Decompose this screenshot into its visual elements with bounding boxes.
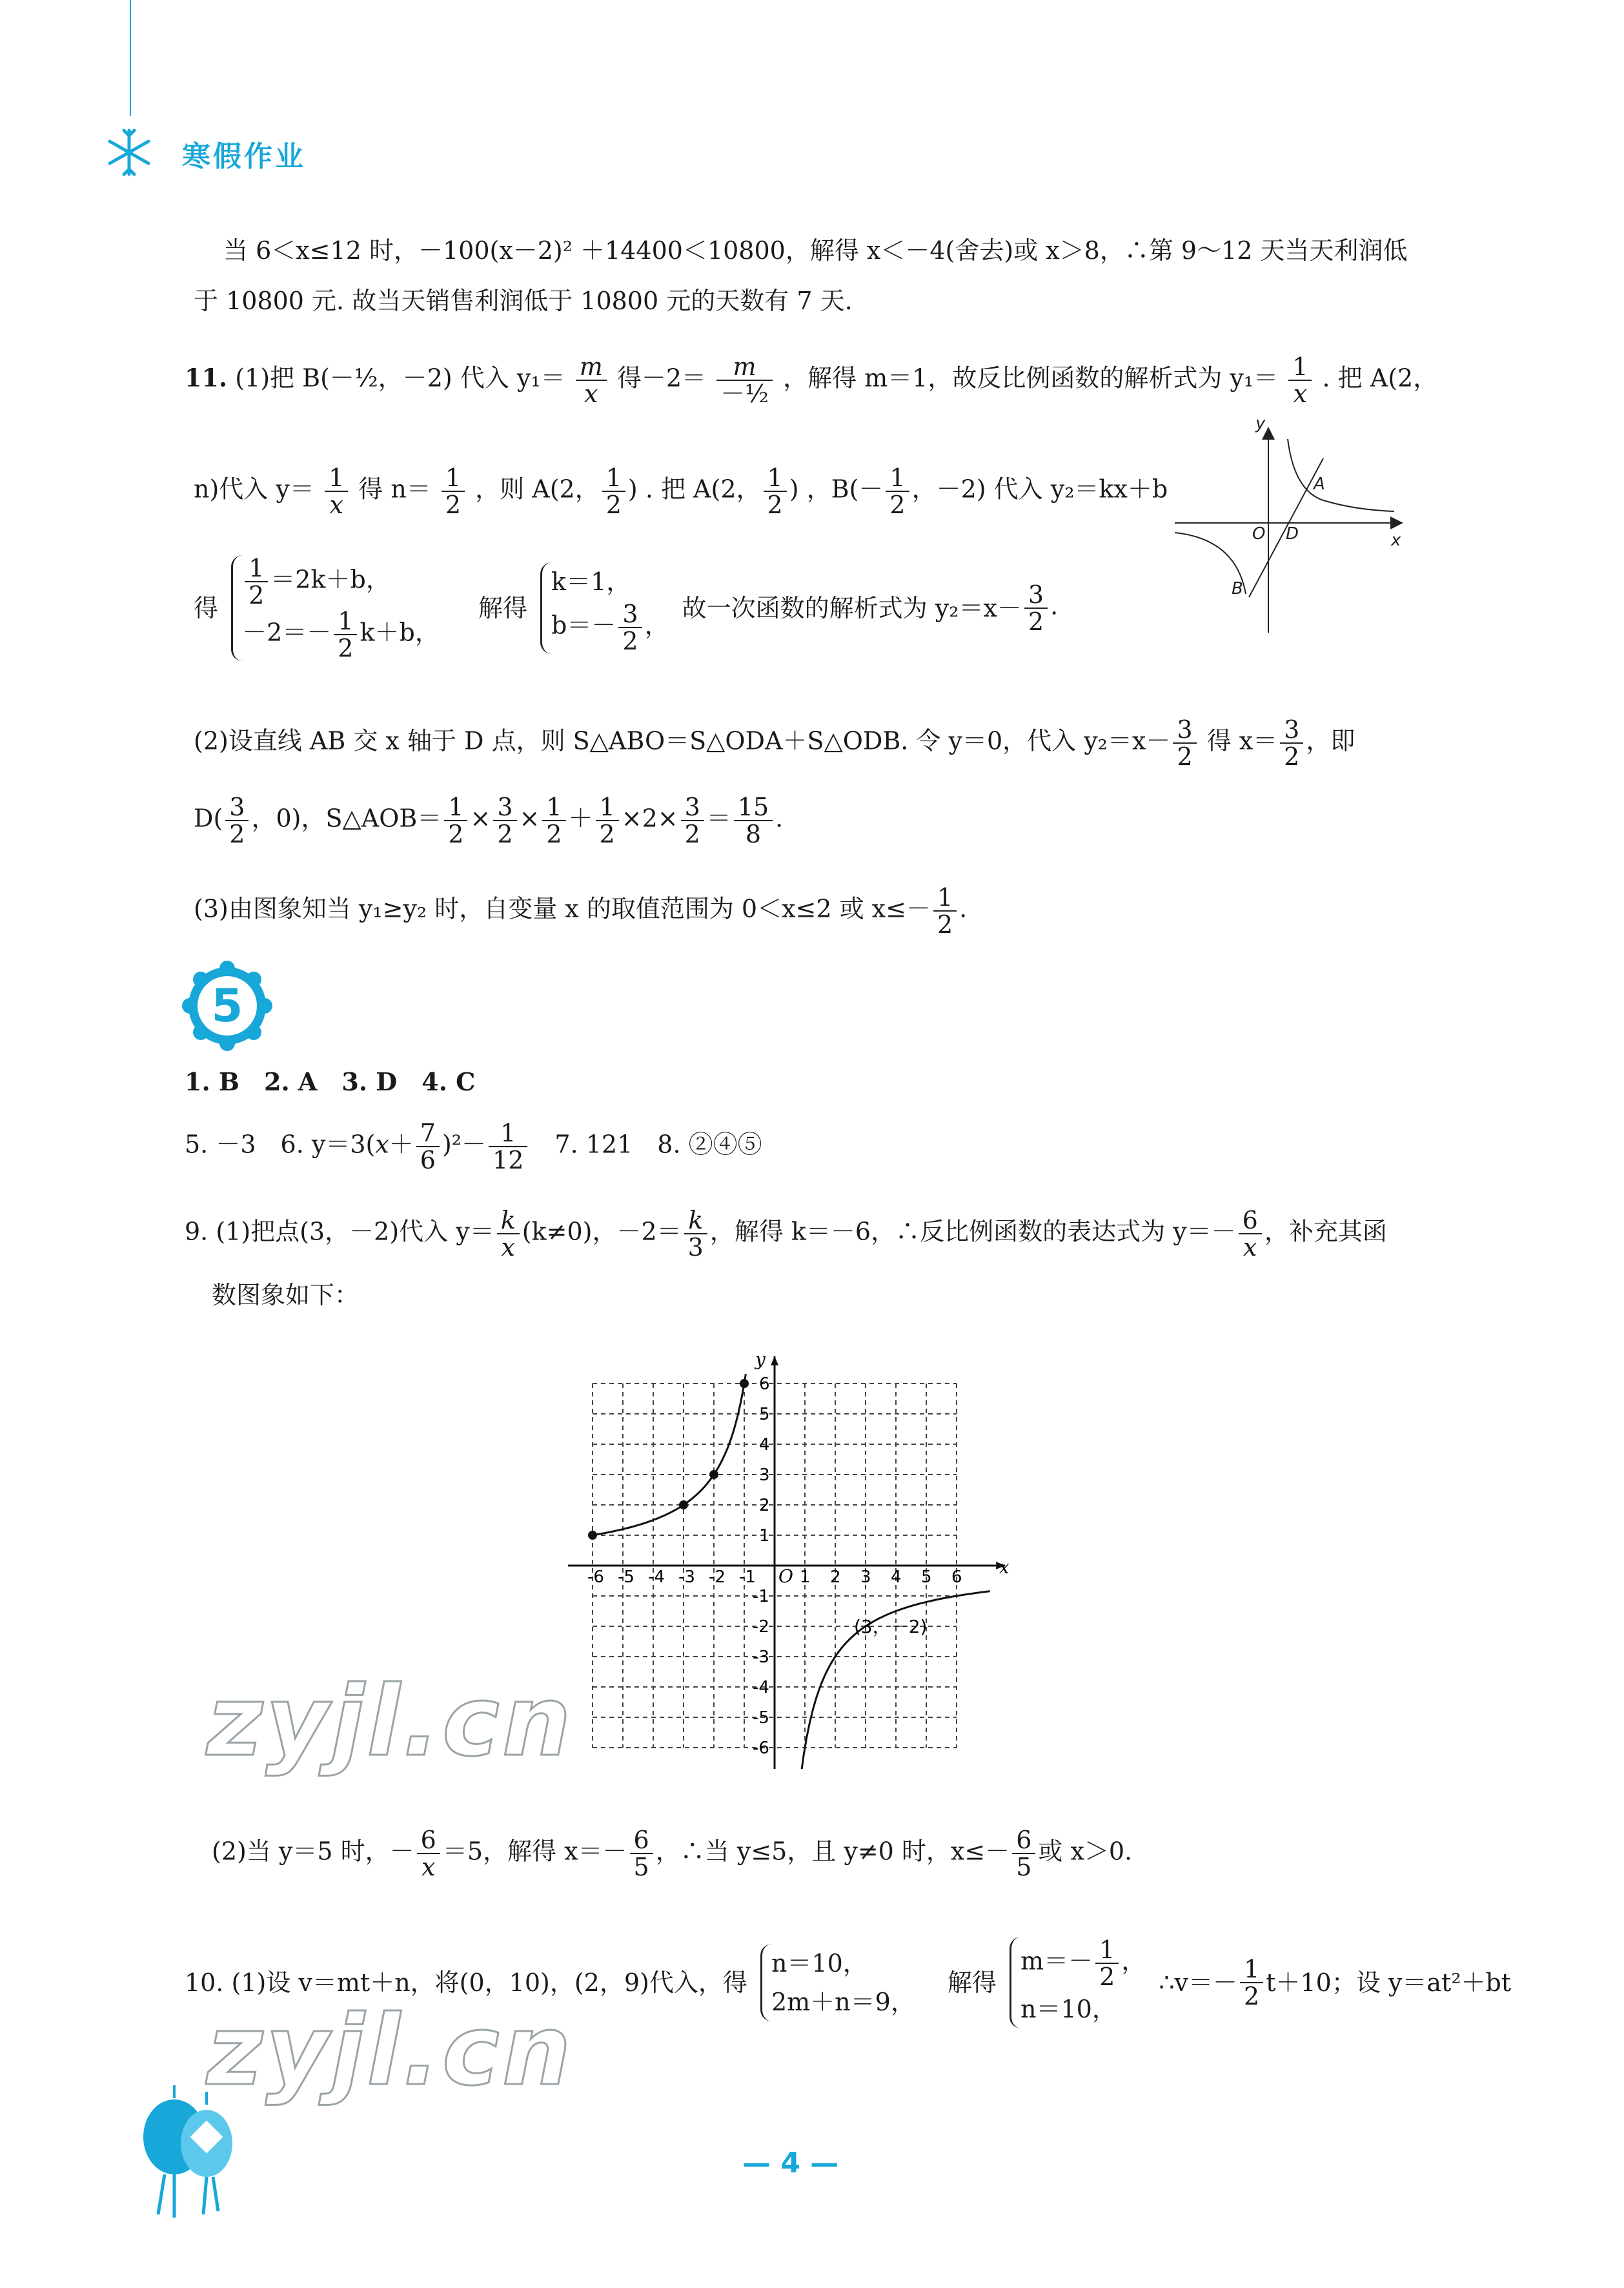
q11-point-b: (－½，－2) bbox=[320, 363, 452, 393]
q11-part3: (3)由图象知当 y₁≥y₂ 时，自变量 x 的取值范围为 0＜x≤2 或 x≤－ $\frac{1}{2}$ . bbox=[194, 883, 968, 939]
point-annotation: (3，－2) bbox=[854, 1616, 928, 1637]
graph-x-label: x bbox=[1391, 531, 1401, 550]
q9-line2: 数图象如下： bbox=[212, 1281, 360, 1309]
y-tick-label: 1 bbox=[759, 1526, 770, 1546]
watermark: zyjl.cn bbox=[207, 1666, 574, 1778]
data-point bbox=[679, 1500, 688, 1509]
x-tick-label: -2 bbox=[709, 1568, 726, 1587]
fraction: $\frac{m}{\text{－½}}$ bbox=[716, 354, 773, 407]
function-graph bbox=[568, 1323, 1020, 1769]
p10-line1: 当 6＜x≤12 时，－100(x－2)² ＋14400＜10800，解得 x＜－4(舍去)或 x＞8，∴第 9～12 天当天利润低 bbox=[223, 236, 1408, 265]
q11-part2-line2: D( $\frac{3}{2}$ ，0)，S△AOB＝ $\frac{1}{2}$ × $\frac{3}{2}$ × $\frac{1}{2}$ ＋ $\frac{1}{2}$ ×2× $\frac{3}{2}$ ＝ $\frac{15}{8}$ . bbox=[194, 793, 784, 848]
y-tick-label: -4 bbox=[753, 1678, 769, 1697]
q11-graph bbox=[1175, 420, 1420, 639]
fraction: $\frac{1}{x}$ bbox=[1288, 354, 1312, 407]
y-tick-label: 3 bbox=[759, 1466, 770, 1485]
x-tick-label: -5 bbox=[618, 1568, 634, 1587]
equation-system: n＝10， 2m＋n＝9， bbox=[760, 1944, 915, 2021]
y-tick-label: 2 bbox=[759, 1496, 770, 1515]
graph-b-label: B bbox=[1232, 579, 1243, 598]
y-tick-label: -6 bbox=[753, 1739, 769, 1758]
y-axis-label: y bbox=[755, 1348, 766, 1370]
graph-origin-label: O bbox=[1252, 524, 1266, 544]
y-axis-arrow bbox=[771, 1356, 778, 1365]
header-title: 寒假作业 bbox=[182, 140, 306, 173]
q11-number: 11. bbox=[185, 363, 228, 393]
curve-branch-left bbox=[593, 1374, 746, 1535]
section-number: 5 bbox=[211, 979, 243, 1032]
x-tick-label: -4 bbox=[648, 1568, 665, 1587]
q9-line1: 9. (1)把点(3，－2)代入 y＝ $\frac{k}{x}$ (k≠0)，－2＝ $\frac{k}{3}$ ，解得 k＝－6，∴反比例函数的表达式为 y＝－ $\frac{6}{x}$ ，补充其函 bbox=[185, 1206, 1387, 1261]
graph-y-label: y bbox=[1255, 420, 1266, 433]
y-tick-label: -5 bbox=[753, 1708, 769, 1728]
x-tick-label: -6 bbox=[587, 1568, 604, 1587]
q11-line2: n)代入 y＝ $\frac{1}{x}$ 得 n＝ $\frac{1}{2}$ ，则 A(2， $\frac{1}{2}$ ) . 把 A(2， $\frac{1}{2}$ ) ，B(－ $\frac{1}{2}$ ，－2) 代入 y₂＝kx＋b bbox=[194, 464, 1168, 519]
lantern-icon bbox=[136, 2085, 239, 2221]
origin-label: O bbox=[778, 1566, 793, 1587]
x-tick-label: 5 bbox=[921, 1568, 932, 1587]
watermark: zyjl.cn bbox=[207, 1995, 574, 2107]
x-tick-label: -3 bbox=[678, 1568, 695, 1587]
data-point bbox=[740, 1379, 749, 1388]
graph-d-label: D bbox=[1286, 524, 1299, 544]
y-tick-label: 6 bbox=[759, 1374, 770, 1394]
x-axis-label: x bbox=[999, 1557, 1010, 1578]
fraction: $\frac{m}{x}$ bbox=[576, 354, 607, 407]
q10-line1: 10. (1)设 v＝mt＋n，将(0，10)，(2，9)代入，得 n＝10， 2m＋n＝9， 解得 m＝－ $\frac{1}{2}$ ， n＝10， ∴v＝－ $\frac{1}{2}$ t＋10；设 y＝at²＋bt bbox=[185, 1937, 1511, 2028]
x-tick-label: 1 bbox=[800, 1568, 811, 1587]
q11-part2: (2)设直线 AB 交 x 轴于 D 点，则 S△ABO＝S△ODA＋S△ODB. 令 y＝0，代入 y₂＝x－ $\frac{3}{2}$ 得 x＝ $\frac{3}{2}$ ，即 bbox=[194, 715, 1355, 771]
header-rule bbox=[130, 0, 131, 116]
q11-line1 bbox=[185, 354, 1437, 407]
q11-text: 得－2＝ bbox=[616, 363, 707, 393]
equation-system: m＝－ $\frac{1}{2}$ ， n＝10， bbox=[1010, 1937, 1146, 2028]
q11-text: (1)把 B bbox=[235, 363, 321, 393]
equation-system: k＝1， b＝－ $\frac{3}{2}$ ， bbox=[540, 562, 669, 654]
data-point bbox=[709, 1470, 718, 1479]
q11-text: . 把 A(2， bbox=[1322, 363, 1438, 393]
x-tick-label: 3 bbox=[860, 1568, 871, 1587]
x-tick-label: 4 bbox=[891, 1568, 902, 1587]
q11-text: 代入 y₁＝ bbox=[460, 363, 565, 393]
page-number: — 4 — bbox=[742, 2147, 839, 2180]
y-tick-label: -3 bbox=[753, 1648, 769, 1667]
q9-part2: (2)当 y＝5 时，－ $\frac{6}{x}$ ＝5，解得 x＝－ $\frac{6}{5}$ ，∴当 y≤5，且 y≠0 时，x≤－ $\frac{6}{5}$ 或 x＞0. bbox=[212, 1826, 1133, 1881]
section-badge bbox=[182, 961, 272, 1051]
x-tick-label: 6 bbox=[951, 1568, 962, 1587]
x-tick-label: 2 bbox=[830, 1568, 841, 1587]
y-tick-label: 4 bbox=[759, 1435, 770, 1455]
p10-line2: 于 10800 元. 故当天销售利润低于 10800 元的天数有 7 天. bbox=[194, 287, 853, 315]
equation-system: $\frac{1}{2}$ ＝2k＋b， －2＝－ $\frac{1}{2}$ k＋b， bbox=[231, 555, 440, 661]
x-tick-label: -1 bbox=[739, 1568, 756, 1587]
snowflake-icon bbox=[103, 127, 155, 178]
y-tick-label: -2 bbox=[753, 1617, 769, 1637]
data-point bbox=[588, 1531, 597, 1540]
y-tick-label: 5 bbox=[759, 1405, 770, 1424]
q11-line3: 得 $\frac{1}{2}$ ＝2k＋b， －2＝－ $\frac{1}{2}$ k＋b， 解得 k＝1， b＝－ $\frac{3}{2}$ ， 故一次函数的解析式为 y₂＝x－ $\frac{3}{2}$ . bbox=[194, 554, 1059, 662]
graph-a-label: A bbox=[1314, 475, 1325, 494]
q11-text: ，解得 m＝1，故反比例函数的解析式为 y₁＝ bbox=[783, 363, 1279, 393]
y-tick-label: -1 bbox=[753, 1587, 769, 1606]
answers-line1: 1. B 2. A 3. D 4. C bbox=[185, 1067, 476, 1096]
answers-line2: 5. －3 6. y＝3(x＋ $\frac{7}{6}$ )²－ $\frac{1}{12}$ 7. 121 8. ②④⑤ bbox=[185, 1119, 762, 1174]
